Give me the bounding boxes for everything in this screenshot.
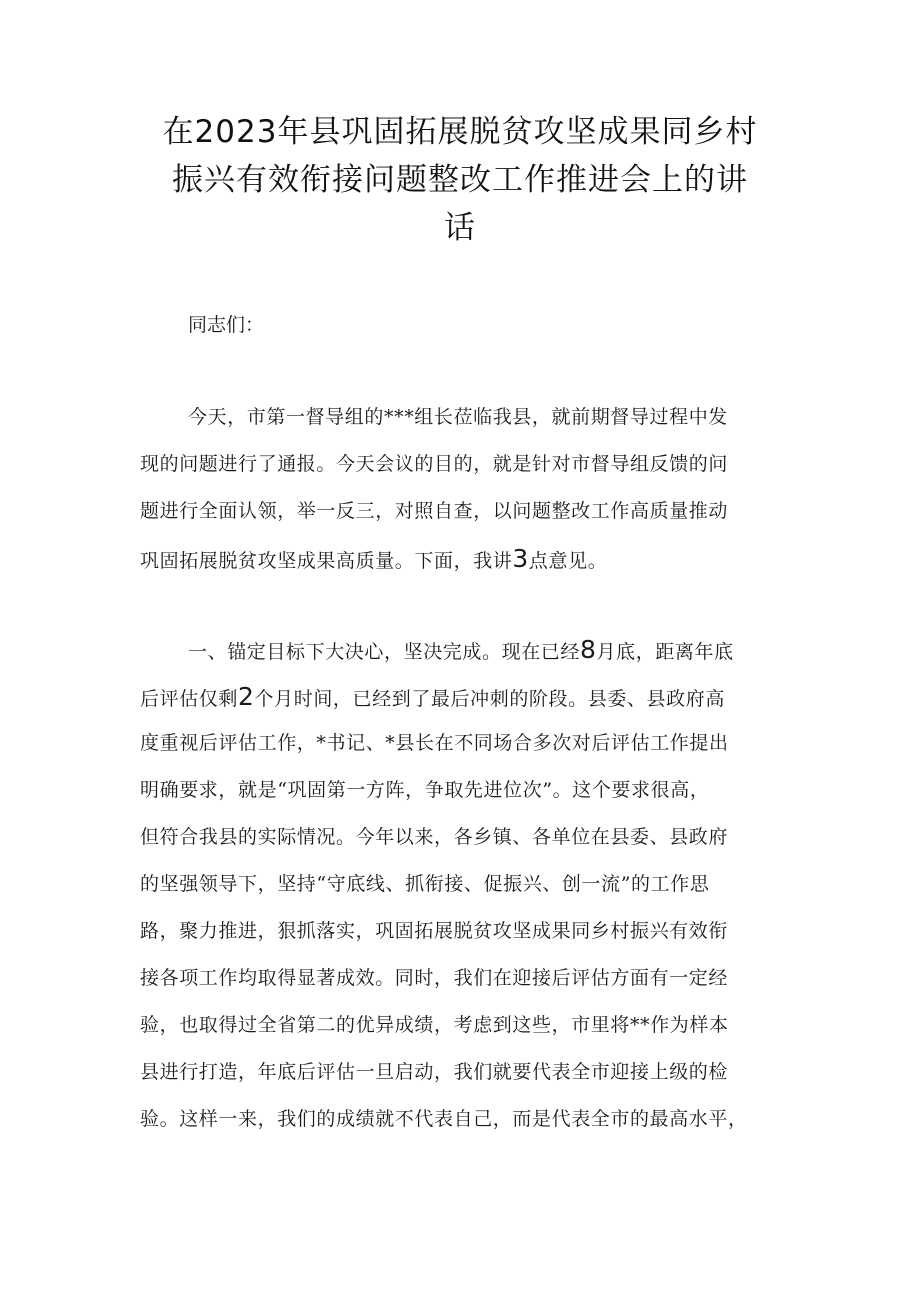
text-segment: 一、锚定目标下大决心，坚决完成。现在已经 — [188, 641, 581, 663]
text-line: 今天，市第一督导组的***组长莅临我县，就前期督导过程中发 — [188, 406, 728, 428]
text-line: 接各项工作均取得显著成效。同时，我们在迎接后评估方面有一定经 — [140, 967, 729, 989]
text-line: 路，聚力推进，狠抓落实，巩固拓展脱贫攻坚成果同乡村振兴有效衔 — [140, 920, 729, 942]
text-line: 题进行全面认领，举一反三，对照自查，以问题整改工作高质量推动 — [140, 500, 729, 522]
text-line: 的坚强领导下，坚持“守底线、抓衔接、促振兴、创一流”的工作思 — [140, 873, 710, 895]
salutation: 同志们： — [188, 314, 265, 336]
title-line: 话 — [444, 210, 476, 246]
text-segment: 个月时间，已经到了最后冲刺的阶段。县委、县政府高 — [254, 688, 725, 710]
text-line: 现的问题进行了通报。今天会议的目的，就是针对市督导组反馈的问 — [140, 453, 729, 475]
text-line: 县进行打造，年底后评估一旦启动，我们就要代表全市迎接上级的检 — [140, 1061, 729, 1083]
paragraph-section-one — [140, 626, 782, 1143]
title-line: 振兴有效衔接问题整改工作推进会上的讲 — [172, 162, 748, 198]
emphasis-number: 8 — [580, 635, 597, 664]
document-title — [140, 108, 780, 252]
text-line: 度重视后评估工作，*书记、*县长在不同场合多次对后评估工作提出 — [140, 732, 729, 754]
text-segment: 巩固拓展脱贫攻坚成果高质量。下面，我讲 — [140, 550, 513, 572]
text-line — [140, 673, 782, 720]
text-line: 验，也取得过全省第二的优异成绩，考虑到这些，市里将**作为样本 — [140, 1014, 729, 1036]
emphasis-number: 3 — [512, 544, 529, 573]
emphasis-number: 2 — [238, 682, 255, 711]
text-line: 但符合我县的实际情况。今年以来，各乡镇、各单位在县委、县政府 — [140, 826, 729, 848]
text-segment: 月底，距离年底 — [596, 641, 734, 663]
text-line — [140, 626, 782, 673]
text-segment: 点意见。 — [528, 550, 608, 572]
text-segment: 后评估仅剩 — [140, 688, 239, 710]
paragraph-opening — [140, 394, 782, 582]
title-line: 在2023年县巩固拓展脱贫攻坚成果同乡村 — [162, 114, 758, 150]
text-line: 验。这样一来，我们的成绩就不代表自己，而是代表全市的最高水平， — [140, 1108, 748, 1130]
text-line: 明确要求，就是“巩固第一方阵，争取先进位次”。这个要求很高， — [140, 779, 710, 801]
text-line — [140, 535, 782, 582]
